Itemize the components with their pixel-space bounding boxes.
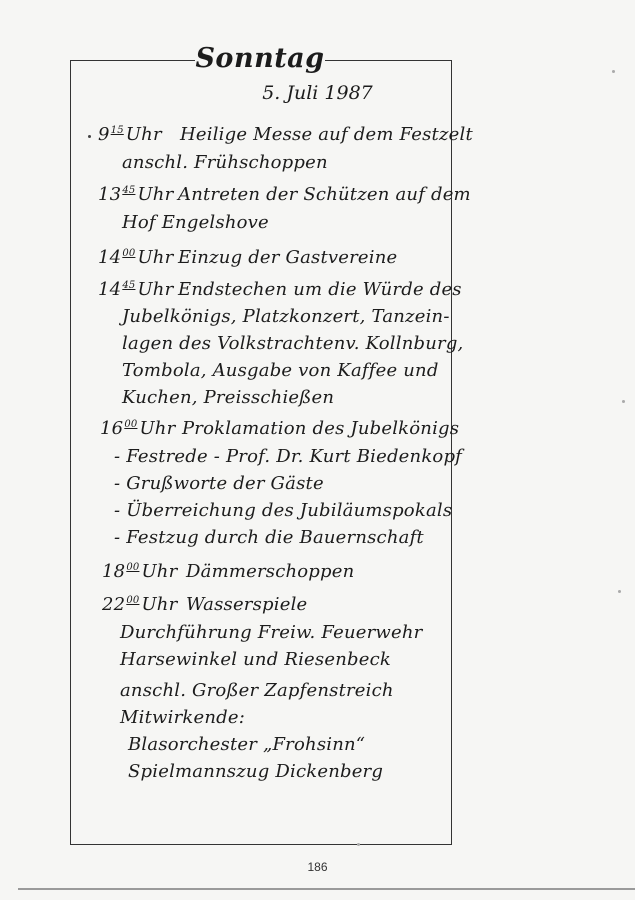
schedule-text-2a: Antreten der Schützen auf dem: [178, 184, 471, 205]
schedule-time-6: $18^{00}$ Uhr: [102, 561, 178, 582]
schedule-text-1b: anschl. Frühschoppen: [122, 152, 328, 173]
title-box: [195, 42, 325, 76]
schedule-text-3a: Einzug der Gastvereine: [178, 247, 398, 268]
schedule-text-2b: Hof Engelshove: [122, 212, 269, 233]
schedule-text-7a: Wasserspiele: [186, 594, 308, 615]
page-edge: [18, 888, 635, 890]
schedule-text-7b: Durchführung Freiw. Feuerwehr: [120, 622, 423, 643]
schedule-time-1: $9^{15}$ Uhr: [98, 124, 162, 145]
page-title: Sonntag: [195, 43, 325, 74]
schedule-text-5b: - Festrede - Prof. Dr. Kurt Biedenkopf: [114, 446, 463, 467]
schedule-text-4d: Tombola, Ausgabe von Kaffee und: [122, 360, 439, 381]
event-date: 5. Juli 1987: [262, 82, 373, 104]
schedule-text-7g: Spielmannszug Dickenberg: [128, 761, 384, 782]
schedule-time-7: $22^{00}$ Uhr: [102, 594, 178, 615]
schedule-text-6a: Dämmerschoppen: [186, 561, 355, 582]
schedule-text-7c: Harsewinkel und Riesenbeck: [120, 649, 391, 670]
schedule-time-3: $14^{00}$ Uhr: [98, 247, 174, 268]
schedule-text-5a: Proklamation des Jubelkönigs: [182, 418, 460, 439]
schedule-text-1a: Heilige Messe auf dem Festzelt: [180, 124, 473, 145]
page-number: 186: [307, 860, 328, 874]
schedule-time-5: $16^{00}$ Uhr: [100, 418, 176, 439]
schedule-text-7e: Mitwirkende:: [120, 707, 245, 728]
scan-speck: [612, 70, 615, 73]
schedule-text-5e: - Festzug durch die Bauernschaft: [114, 527, 424, 548]
scan-speck: [622, 400, 625, 403]
scan-speck: [618, 590, 621, 593]
schedule-text-5d: - Überreichung des Jubiläumspokals: [114, 500, 453, 521]
schedule-text-7d: anschl. Großer Zapfenstreich: [120, 680, 394, 701]
schedule-time-2: $13^{45}$ Uhr: [98, 184, 174, 205]
schedule-text-4e: Kuchen, Preisschießen: [122, 387, 335, 408]
schedule-text-7f: Blasorchester „Frohsinn“: [128, 734, 366, 755]
bullet-dot: [88, 135, 91, 138]
schedule-text-5c: - Grußworte der Gäste: [114, 473, 324, 494]
schedule-text-4c: lagen des Volkstrachtenv. Kollnburg,: [122, 333, 464, 354]
scan-speck: [357, 843, 360, 846]
schedule-text-4a: Endstechen um die Würde des: [178, 279, 462, 300]
schedule-text-4b: Jubelkönigs, Platzkonzert, Tanzein-: [122, 306, 450, 327]
schedule-time-4: $14^{45}$ Uhr: [98, 279, 174, 300]
